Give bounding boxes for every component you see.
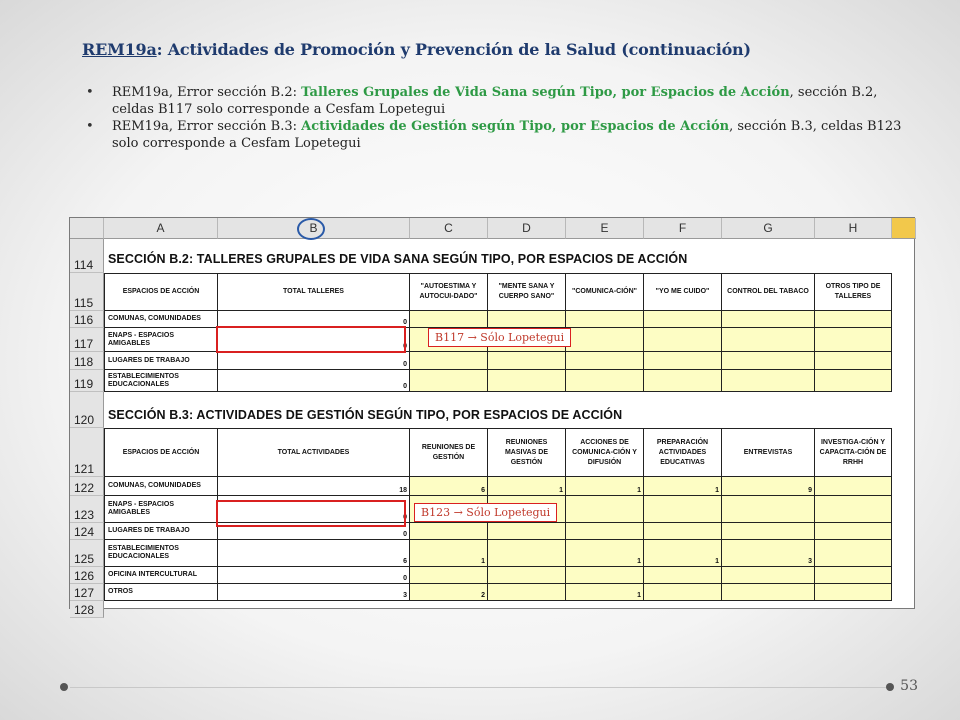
highlight-b123 [216,500,406,527]
b2-header-3: "MENTE SANA Y CUERPO SANO" [488,273,566,311]
title-code: REM19a [82,40,157,59]
b2-data-cell[interactable] [644,352,722,370]
b3-header-3: REUNIONES MASIVAS DE GESTIÓN [488,428,566,477]
b3-data-cell[interactable] [644,567,722,584]
b2-header-7: OTROS TIPO DE TALLERES [815,273,892,311]
b3-data-cell[interactable] [722,540,815,567]
cell-value: 9 [808,487,812,494]
column-header-e[interactable]: E [566,218,644,239]
column-header-g[interactable]: G [722,218,815,239]
b2-header-1: TOTAL TALLERES [218,273,410,311]
b2-header-5: "YO ME CUIDO" [644,273,722,311]
b2-data-cell[interactable] [815,328,892,352]
b3-row-total[interactable] [218,567,410,584]
row-header-122[interactable]: 122 [70,477,104,496]
footer-rule [70,687,890,688]
cell-value: 0 [403,575,407,582]
cell-value: 3 [808,558,812,565]
b3-data-cell[interactable] [815,477,892,496]
b3-row-label: COMUNAS, COMUNIDADES [104,477,218,496]
row-header-115[interactable]: 115 [70,273,104,311]
b3-row-total[interactable] [218,477,410,496]
column-b-circle [297,218,325,240]
b2-data-cell[interactable] [815,370,892,392]
cell-value: 0 [403,514,407,521]
row-header-124[interactable]: 124 [70,523,104,540]
b3-data-cell[interactable] [815,584,892,601]
b3-data-cell[interactable] [410,540,488,567]
callout-b117: B117 → Sólo Lopetegui [428,328,571,347]
b3-data-cell[interactable] [410,523,488,540]
title-rest: : Actividades de Promoción y Prevención de la Salud (continuación) [156,40,751,59]
b3-data-cell[interactable] [488,523,566,540]
b2-data-cell[interactable] [566,328,644,352]
cell-value: 1 [715,558,719,565]
b3-row-total[interactable] [218,540,410,567]
b2-row-label: ESTABLECIMIENTOS EDUCACIONALES [104,370,218,392]
highlight-b117 [216,326,406,353]
cell-value: 0 [403,531,407,538]
cell-value: 0 [403,383,407,390]
row-header-116[interactable]: 116 [70,311,104,328]
cell-value: 1 [637,487,641,494]
row-header-120[interactable]: 120 [70,392,104,428]
cell-value: 0 [403,361,407,368]
cell-value: 6 [481,487,485,494]
b3-data-cell[interactable] [815,567,892,584]
b3-data-cell[interactable] [488,540,566,567]
b3-row-label: ENAPS - ESPACIOS AMIGABLES [104,496,218,523]
cell-value: 0 [403,319,407,326]
b3-data-cell[interactable] [815,540,892,567]
b3-data-cell[interactable] [815,496,892,523]
b2-header-2: "AUTOESTIMA Y AUTOCUI-DADO" [410,273,488,311]
row-header-114[interactable]: 114 [70,239,104,273]
b3-data-cell[interactable] [566,540,644,567]
b3-data-cell[interactable] [644,540,722,567]
footer-dot-left [60,683,68,691]
bullet-text: , sección B.2, celdas B117 solo corresponde a Cesfam Lopetegui [112,85,878,117]
b3-row-label: ESTABLECIMIENTOS EDUCACIONALES [104,540,218,567]
footer-dot-right [886,683,894,691]
cell-value: 3 [403,592,407,599]
column-header-f[interactable]: F [644,218,722,239]
column-header-d[interactable]: D [488,218,566,239]
b2-data-cell[interactable] [410,311,488,328]
row-header-119[interactable]: 119 [70,370,104,392]
b3-data-cell[interactable] [410,567,488,584]
b2-data-cell[interactable] [488,311,566,328]
spreadsheet-screenshot [69,217,915,617]
b3-data-cell[interactable] [566,477,644,496]
b3-data-cell[interactable] [722,523,815,540]
cell-value: 1 [637,592,641,599]
b3-row-label: OTROS [104,584,218,601]
b3-data-cell[interactable] [644,496,722,523]
b2-data-cell[interactable] [722,328,815,352]
b3-data-cell[interactable] [488,567,566,584]
b3-data-cell[interactable] [410,477,488,496]
b2-header-4: "COMUNICA-CIÓN" [566,273,644,311]
b3-header-5: PREPARACIÓN ACTIVIDADES EDUCATIVAS [644,428,722,477]
b2-data-cell[interactable] [722,352,815,370]
row-header-123[interactable]: 123 [70,496,104,523]
b2-row-label: ENAPS - ESPACIOS AMIGABLES [104,328,218,352]
b3-header-6: ENTREVISTAS [722,428,815,477]
b2-data-cell[interactable] [722,370,815,392]
b3-header-2: REUNIONES DE GESTIÓN [410,428,488,477]
b3-data-cell[interactable] [722,496,815,523]
b3-header-7: INVESTIGA-CIÓN Y CAPACITA-CIÓN DE RRHH [815,428,892,477]
section-b2-title: SECCIÓN B.2: TALLERES GRUPALES DE VIDA SANA SEGÚN TIPO, POR ESPACIOS DE ACCIÓN [108,252,688,266]
b3-data-cell[interactable] [410,584,488,601]
b3-data-cell[interactable] [644,477,722,496]
b3-data-cell[interactable] [644,523,722,540]
row-header-121[interactable]: 121 [70,428,104,477]
row-header-117[interactable]: 117 [70,328,104,352]
bullet-text: REM19a, Error sección B.3: [112,119,302,134]
b2-data-cell[interactable] [815,352,892,370]
row-header-126[interactable]: 126 [70,567,104,584]
slide-title [82,40,751,59]
row-header-118[interactable]: 118 [70,352,104,370]
b2-data-cell[interactable] [566,370,644,392]
column-header-c[interactable]: C [410,218,488,239]
b2-data-cell[interactable] [410,352,488,370]
row-header-128[interactable]: 128 [70,601,104,618]
row-header-127[interactable]: 127 [70,584,104,601]
select-all-corner[interactable] [70,218,104,239]
cell-value: 6 [403,558,407,565]
b2-data-cell[interactable] [566,352,644,370]
cell-value: 1 [715,487,719,494]
b2-data-cell[interactable] [644,370,722,392]
bullet-highlight: Talleres Grupales de Vida Sana según Tipo, por Espacios de Acción [301,85,790,100]
column-header-extra[interactable] [892,218,916,239]
b3-data-cell[interactable] [566,567,644,584]
b2-row-label: LUGARES DE TRABAJO [104,352,218,370]
b2-row-total[interactable] [218,352,410,370]
b3-data-cell[interactable] [722,567,815,584]
b3-data-cell[interactable] [566,496,644,523]
cell-value: 0 [403,343,407,350]
b3-data-cell[interactable] [488,584,566,601]
page-number: 53 [900,678,918,694]
bullet-item [82,118,922,152]
b3-data-cell[interactable] [722,584,815,601]
b2-row-total[interactable] [218,370,410,392]
b2-header-0: ESPACIOS DE ACCIÓN [104,273,218,311]
bullet-highlight: Actividades de Gestión según Tipo, por Espacios de Acción [301,119,730,134]
cell-value: 1 [481,558,485,565]
callout-b123: B123 → Sólo Lopetegui [414,503,557,522]
column-header-b[interactable]: B [218,218,410,239]
b3-header-4: ACCIONES DE COMUNICA-CIÓN Y DIFUSIÓN [566,428,644,477]
row-header-125[interactable]: 125 [70,540,104,567]
bullet-text: , sección B.3, celdas B123 solo corresponde a Cesfam Lopetegui [112,119,902,151]
b2-data-cell[interactable] [488,370,566,392]
b3-data-cell[interactable] [566,584,644,601]
b3-data-cell[interactable] [566,523,644,540]
cell-value: 18 [399,487,407,494]
column-header-h[interactable]: H [815,218,892,239]
b3-data-cell[interactable] [488,477,566,496]
b3-row-label: OFICINA INTERCULTURAL [104,567,218,584]
b3-data-cell[interactable] [722,477,815,496]
bullet-text: REM19a, Error sección B.2: [112,85,302,100]
b2-data-cell[interactable] [644,311,722,328]
b2-data-cell[interactable] [644,328,722,352]
b2-data-cell[interactable] [566,311,644,328]
b2-data-cell[interactable] [722,311,815,328]
b2-data-cell[interactable] [488,352,566,370]
column-header-a[interactable]: A [104,218,218,239]
b3-header-0: ESPACIOS DE ACCIÓN [104,428,218,477]
b2-header-6: CONTROL DEL TABACO [722,273,815,311]
b2-data-cell[interactable] [410,370,488,392]
cell-value: 1 [559,487,563,494]
cell-value: 1 [637,558,641,565]
bullet-list [82,84,922,152]
bullet-item [82,84,922,118]
b3-row-label: LUGARES DE TRABAJO [104,523,218,540]
b3-row-total[interactable] [218,584,410,601]
b2-row-label: COMUNAS, COMUNIDADES [104,311,218,328]
b3-data-cell[interactable] [815,523,892,540]
b2-data-cell[interactable] [815,311,892,328]
section-b3-title: SECCIÓN B.3: ACTIVIDADES DE GESTIÓN SEGÚN TIPO, POR ESPACIOS DE ACCIÓN [108,408,623,422]
b3-data-cell[interactable] [644,584,722,601]
b3-header-1: TOTAL ACTIVIDADES [218,428,410,477]
cell-value: 2 [481,592,485,599]
